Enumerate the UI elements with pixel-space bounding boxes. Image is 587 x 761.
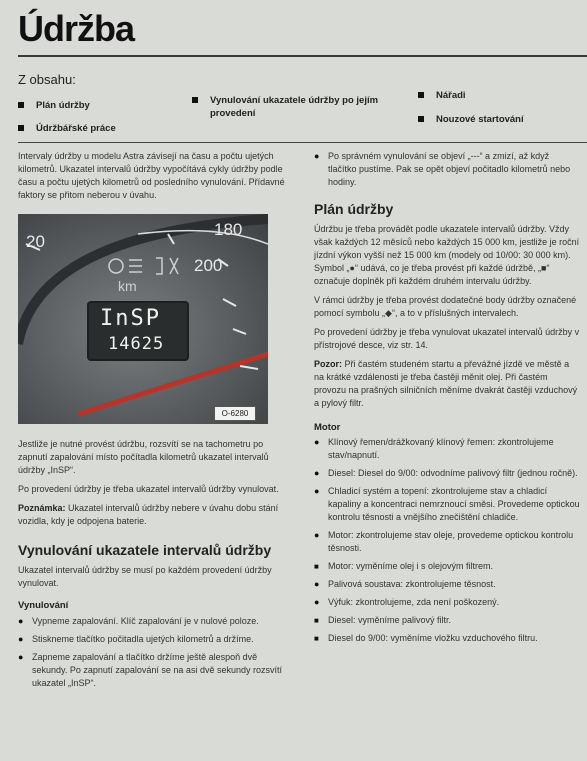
reset-paragraph: Ukazatel intervalů údržby se musí po každém provedení údržby vynulovat. [18, 565, 272, 588]
toc-heading: Z obsahu: [18, 72, 76, 87]
reset-confirm-bullet: ● Po správném vynulování se objeví „---“ a zmizí, až když tlačítko pustíme. Pak se opět objeví počitadlo kilometrů nebo hodiny. [314, 150, 580, 189]
bullet-square-icon [418, 116, 424, 122]
title-rule [18, 55, 587, 57]
pozor-paragraph: Pozor: Při častém studeném startu a převážné jízdě ve městě a na krátké vzdálenosti je třeba častěji měnit olej. Při častém provozu na prašných silničních měníme dvakrát častěji vzduchový a pylový filtr. [314, 359, 578, 408]
display-odometer: 14625 [108, 334, 165, 354]
gauge-unit-km: km [118, 278, 137, 294]
instrument-cluster-figure [18, 214, 268, 424]
note-paragraph: Poznámka: Ukazatel intervalů údržby nebere v úvahu dobu stání vozidla, kdy je odpojena baterie. [18, 503, 279, 526]
bullet-square-icon [18, 102, 24, 108]
left-column [18, 150, 285, 690]
plan-heading: Plán údržby [314, 201, 394, 217]
reset-subheading: Vynulování [18, 600, 69, 611]
display-insp: InSP [100, 306, 161, 331]
gauge-label-20: 20 [26, 232, 45, 251]
plan-paragraph-1: Údržbu je třeba provádět podle ukazatele intervalů údržby. Vždy však každých 12 měsíců nebo každých 15 000 km, jestliže je roční jízdní výkon vyšší než 15 000 km (modely od 10/00: 30 000 km). Symbol „●“ udává, co je třeba provést při každé údržbě, „■“ označuje doplněk při každém druhém intervalu údržby. [314, 224, 580, 286]
step-item: ● Vypneme zapalování. Klíč zapalování je v nulové poloze. [18, 615, 285, 628]
motor-item: ● Palivová soustava: zkontrolujeme těsnost. [314, 578, 580, 591]
intro-paragraph: Intervaly údržby u modelu Astra závisejí na času a počtu ujetých kilometrů. Ukazatel intervalů údržby vypočítává cykly údržby podle času a počtu ujetých kilometrů od posledního vynulování. Přídavné faktory se přitom neberou v úvahu. [18, 151, 285, 200]
toc-item-plan[interactable]: Plán údržby [18, 99, 188, 112]
step-item: ● Stiskneme tlačítko počitadla ujetých kilometrů a držíme. [18, 633, 285, 646]
motor-item: ■ Motor: vyměníme olej i s olejovým filtrem. [314, 560, 580, 573]
reset-heading: Vynulování ukazatele intervalů údržby [18, 542, 272, 558]
plan-paragraph-2: V rámci údržby je třeba provést dodatečné body údržby označené pomocí symbolu „◆“, a to v příslušných intervalech. [314, 295, 577, 318]
motor-item: ■ Diesel: vyměníme palivový filtr. [314, 614, 580, 627]
motor-heading: Motor [314, 422, 341, 433]
figure-code: O-6280 [214, 406, 256, 421]
motor-item: ● Motor: zkontrolujeme stav oleje, provedeme optickou kontrolu těsnosti. [314, 529, 580, 555]
motor-item: ■ Diesel do 9/00: vyměníme vložku vzduchového filtru. [314, 632, 580, 645]
insp-paragraph: Jestliže je nutné provést údržbu, rozsvítí se na tachometru po zapnutí zapalování místo počítadla kilometrů ukazatel intervalů údržby „InSP“. [18, 439, 269, 475]
toc-item-tools[interactable]: Nářadi [418, 89, 568, 102]
motor-item: ● Výfuk: zkontrolujeme, zda není poškozený. [314, 596, 580, 609]
gauge-label-200: 200 [194, 256, 223, 275]
toc-item-reset[interactable]: Vynulování ukazatele údržby po jejím provedení [192, 94, 382, 120]
motor-item: ● Diesel: Diesel do 9/00: odvodníme palivový filtr (jednou ročně). [314, 467, 580, 480]
motor-item: ● Klínový řemen/drážkovaný klínový řemen: zkontrolujeme stav/napnutí. [314, 436, 580, 462]
page-title: Údržba [18, 8, 135, 49]
gauge-label-180: 180 [214, 220, 243, 239]
bullet-square-icon [192, 97, 198, 103]
reset-needed-paragraph: Po provedení údržby je třeba ukazatel intervalů údržby vynulovat. [18, 484, 279, 494]
toc-item-works[interactable]: Údržbářské práce [18, 122, 188, 135]
plan-paragraph-3: Po provedení údržby je třeba vynulovat ukazatel intervalů údržby v přístrojové desce, viz str. 14. [314, 327, 580, 350]
bullet-square-icon [418, 92, 424, 98]
section-rule [18, 142, 587, 143]
motor-list [314, 436, 580, 645]
motor-item: ● Chladicí systém a topení: zkontrolujeme stav a chladicí kapaliny a koncentraci nemrznoucí směsi. Provedeme optickou kontrolu těsnosti a vnějšího znečištění chladiče. [314, 485, 580, 524]
right-column [314, 150, 580, 645]
step-item: ● Zapneme zapalování a tlačítko držíme ještě alespoň dvě sekundy. Po zapnutí zapalování se na asi dvě sekundy rozsvítí ukazatel „InSP“. [18, 651, 285, 690]
toc-item-jumpstart[interactable]: Nouzové startování [418, 113, 578, 126]
bullet-square-icon [18, 125, 24, 131]
